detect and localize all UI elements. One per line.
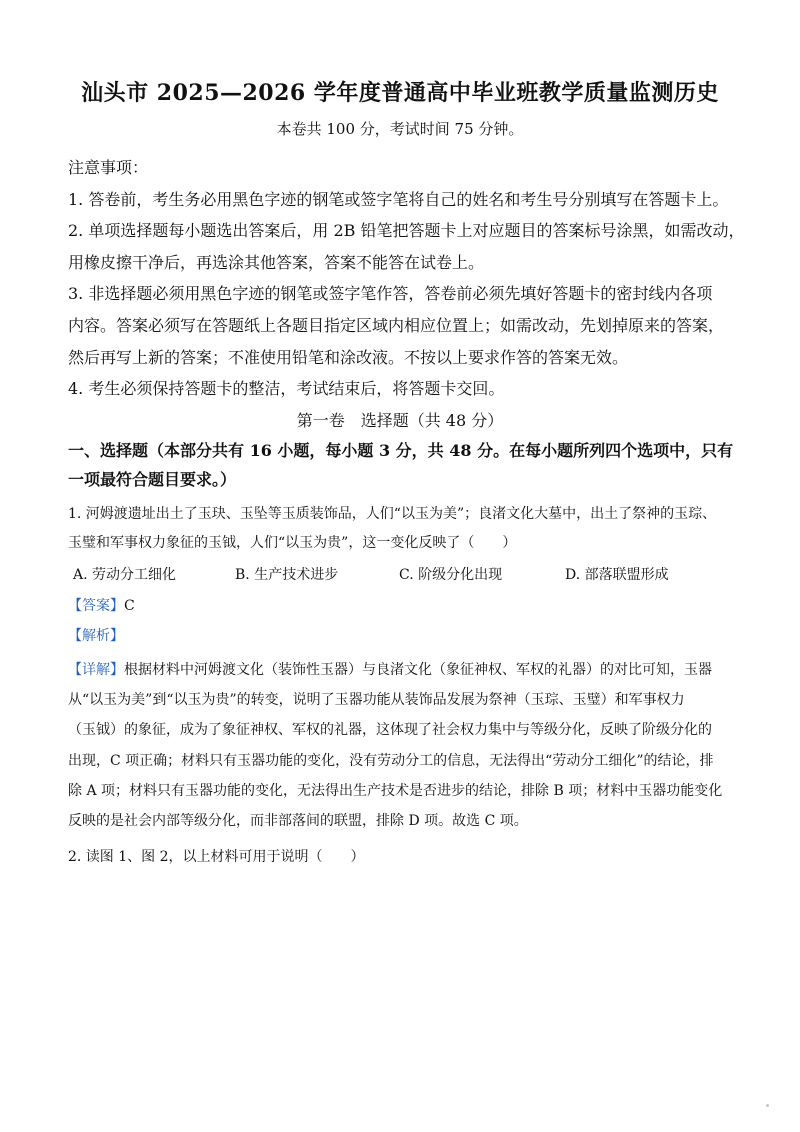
section-title: 第一卷 选择题（共 48 分） [296,411,504,430]
instruction-line: 3. 非选择题必须用黑色字迹的钢笔或签字笔作答，答卷前必须先填好答题卡的密封线内各项 [68,284,713,304]
instruction-line: 内容。答案必须写在答题纸上各题目指定区域内相应位置上；如需改动，先划掉原来的答案， [68,315,725,335]
instruction-line: 4. 考生必须保持答题卡的整洁，考试结束后，将答题卡交回。 [68,379,505,399]
instructions [68,152,748,405]
section-intro [68,436,748,494]
question-1-stem [68,500,748,558]
explanation-text: 根据材料中河姆渡文化（装饰性玉器）与良渚文化（象征神权、军权的礼器）的对比可知，玉器 [124,662,712,678]
analysis-line [68,623,124,649]
instruction-line: 2. 单项选择题每小题选出答案后，用 2B 铅笔把答题卡上对应题目的答案标号涂黑，如需改动， [68,221,745,241]
option-c: C. 阶级分化出现 [399,567,503,583]
option-a: A. 劳动分工细化 [73,567,177,583]
instruction-line: 用橡皮擦干净后，再选涂其他答案，答案不能答在试卷上。 [68,252,485,272]
scan-speck [766,1104,769,1107]
answer-line [68,593,135,619]
question-stem-line: 玉璧和军事权力象征的玉钺，人们“以玉为贵”，这一变化反映了（ ） [68,535,517,551]
option-b: B. 生产技术进步 [235,567,339,583]
explanation-line: 出现，C 项正确；材料只有玉器功能的变化，没有劳动分工的信息，无法得出“劳动分工细化”的结论，排 [68,752,714,769]
explanation-line: 从“以玉为美”到“以玉为贵”的转变，说明了玉器功能从装饰品发展为祭神（玉琮、玉璧）和军事权力 [68,692,685,709]
instruction-line: 然后再写上新的答案；不准使用铅笔和涂改液。不按以上要求作答的答案无效。 [68,347,629,367]
detail-tag: 【详解】 [68,662,124,678]
answer-value: C [124,598,135,614]
question-stem-line: 1. 河姆渡遗址出土了玉玦、玉坠等玉质装饰品，人们“以玉为美”；良渚文化大墓中，出土了祭神的玉琮、 [68,506,717,522]
instruction-line: 1. 答卷前，考生务必用黑色字迹的钢笔或签字笔将自己的姓名和考生号分别填写在答题卡上。 [68,189,729,209]
instructions-heading: 注意事项： [68,158,149,177]
analysis-tag: 【解析】 [68,628,124,644]
option-d: D. 部落联盟形成 [565,567,669,583]
explanation-line: （玉钺）的象征，成为了象征神权、军权的礼器，这体现了社会权力集中与等级分化，反映了阶级分化的 [68,722,712,739]
answer-tag: 【答案】 [68,598,124,614]
explanation-line: 反映的是社会内部等级分化，而非部落间的联盟，排除 D 项。故选 C 项。 [68,812,528,829]
exam-info: 本卷共 100 分，考试时间 75 分钟。 [276,120,524,138]
detailed-explanation [68,655,748,836]
explanation-line: 除 A 项；材料只有玉器功能的变化，无法得出生产技术是否进步的结论，排除 B 项；材料中玉器功能变化 [68,782,723,799]
section-intro-line: 一、选择题（本部分共有 16 小题，每小题 3 分，共 48 分。在每小题所列四个选项中，只有 [68,441,734,460]
section-intro-line: 一项最符合题目要求。） [68,470,237,489]
explanation-line [68,655,748,685]
question-2-stem: 2. 读图 1、图 2，以上材料可用于说明（ ） [68,849,365,865]
question-1-options [68,562,748,588]
page-title: 汕头市 2025—2026 学年度普通高中毕业班教学质量监测历史 [81,80,719,106]
